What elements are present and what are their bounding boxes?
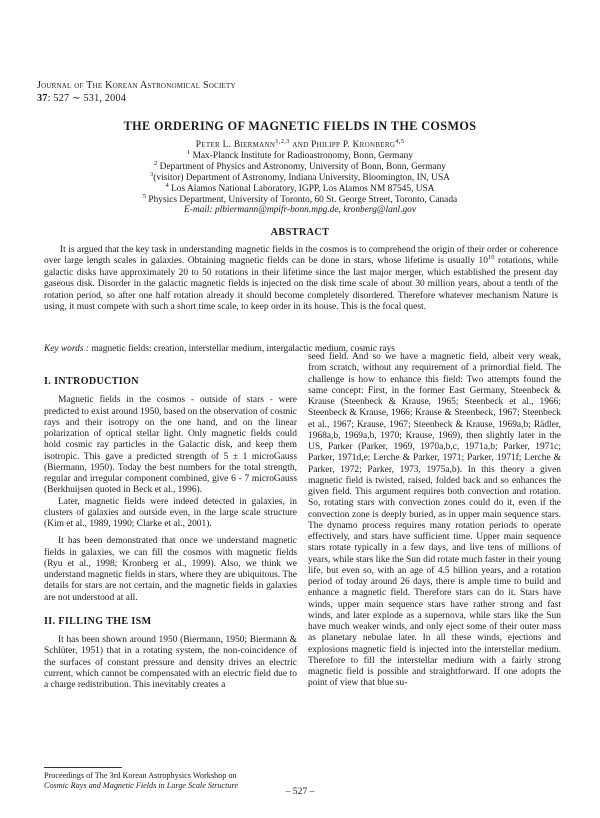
author-2-affil: 4,5 <box>395 137 405 145</box>
section-heading-filling-ism: II. FILLING THE ISM <box>44 615 152 627</box>
section-heading-introduction: I. INTRODUCTION <box>44 376 139 387</box>
right-column <box>308 352 561 690</box>
author-1: Peter L. Biermann <box>195 140 276 150</box>
author-block <box>0 137 600 216</box>
abstract-exponent: 10 <box>487 254 495 262</box>
affiliation-mark: 3 <box>150 170 154 178</box>
abstract-text-part2: rotations, while galactic disks have approximately 20 to 50 rotations in their lifetime since the last major merger, which established the present day gaseous disk. Disorder in the galactic magnetic fields is injected on the disk time scale of about 30 million years, about a tenth of the rotation period, so after one half rotation already it should become completely disordered. Therefore whatever mechanism Nature is using, it must compete with such a short time scale, to keep order in its house. This is the focal quest. <box>44 256 559 313</box>
affiliation-mark: 4 <box>165 181 169 189</box>
paper-title: THE ORDERING OF MAGNETIC FIELDS IN THE COSMOS <box>123 119 477 133</box>
paragraph: Later, magnetic fields were indeed detected in galaxies, in clusters of galaxies and outside even, in the large scale structure (Kim et al., 1989, 1990; Clarke et al., 2001). <box>44 496 297 529</box>
affiliation-mark: 1 <box>186 148 191 156</box>
affiliation-text: (visitor) Department of Astronomy, Indiana University, Bloomington, IN, USA <box>153 172 450 183</box>
author-1-affil: 1,2,3 <box>275 137 290 145</box>
journal-citation <box>37 93 236 106</box>
author-email[interactable]: E-mail: plbiermann@mpifr-bonn.mpg.de, kronberg@lanl.gov <box>184 205 416 216</box>
affiliation-4 <box>0 181 600 195</box>
keywords-text: magnetic fields: creation, interstellar medium, intergalactic medium, cosmic rays <box>88 344 395 354</box>
affiliation-text: Los Alamos National Laboratory, IGPP, Los Alamos NM 87545, USA <box>168 183 435 194</box>
abstract-heading: ABSTRACT <box>270 227 330 238</box>
author-names <box>0 137 600 151</box>
paragraph: It has been demonstrated that once we understand magnetic fields in galaxies, we can fill the cosmos with magnetic fields (Ryu et al., 1998; Kronberg et al., 1999). Also, we think we understand magnetic fields in stars, where they are ubiquitous. The details for stars are not certain, and the magnetic fields in galaxies are not understood at all. <box>44 536 297 603</box>
affiliation-text: Department of Physics and Astronomy, University of Bonn, Bonn, Germany <box>157 161 446 172</box>
journal-volume: 37 <box>37 92 48 104</box>
left-column <box>44 376 297 691</box>
affiliation-1 <box>0 148 600 162</box>
affiliation-5 <box>0 192 600 206</box>
affiliation-text: Physics Department, University of Toronto, 60 St. George Street, Toronto, Canada <box>146 194 458 205</box>
abstract-text-part1: It is argued that the key task in understanding magnetic fields in the cosmos is to comprehend the origin of their order or coherence over large length scales in galaxies. Obtaining magnetic fields can be done in stars, whose lifetime is usually 10 <box>44 245 558 267</box>
abstract-body <box>44 245 558 313</box>
paragraph: Magnetic fields in the cosmos - outside of stars - were predicted to exist around 1950, based on the observation of cosmic rays and their isotropy on the one hand, and on the linear polarization of optical stellar light. Only magnetic fields could hold cosmic ray particles in the Galactic disk, and keep them isotropic. This gave a predicted strength of 5 ± 1 microGauss (Biermann, 1950). Today the best numbers for the total strength, regular and irregular component combined, give 6 - 7 microGauss (Berkhuijsen quoted in Beck et al., 1996). <box>44 395 297 496</box>
page-number: – 527 – <box>285 786 315 797</box>
affiliation-mark: 5 <box>142 192 147 200</box>
journal-name: Journal of The Korean Astronomical Society <box>37 80 236 91</box>
journal-pages: : 527 ∼ 531, 2004 <box>47 92 127 104</box>
affiliation-mark: 2 <box>154 159 158 167</box>
footnote-line-2: Cosmic Rays and Magnetic Fields in Large Scale Structure <box>44 780 239 790</box>
paragraph: It has been shown around 1950 (Biermann, 1950; Biermann & Schlüter, 1951) that in a rotating system, the non-coincidence of the surfaces of constant pressure and density drives an electric current, which cannot be compensated with an electric field due to a charge redistribution. This inevitably creates a <box>44 635 297 690</box>
journal-header <box>37 80 236 105</box>
author-conjunction: and <box>289 140 312 150</box>
affiliation-3 <box>0 170 600 184</box>
paragraph: seed field. And so we have a magnetic field, albeit very weak, from scratch, without any requirement of a primordial field. The challenge is how to enhance this field: Two attempts found the same concept: First, in the former East Germany, Steenbeck & Krause (Steenbeck & Krause, 1965; Steenbeck et al., 1966; Steenbeck & Krause, 1966; Krause & Steenbeck, 1967; Steenbeck et al., 1967; Krause, 1967; Steenbeck & Krause, 1969a,b; Rädler, 1968a,b, 1969a,b, 1970; Krause, 1969), then slightly later in the US, Parker (Parker, 1969, 1970a,b,c, 1971a,b; Parker, 1971c; Parker, 1971d,e; Lerche & Parker, 1971; Parker, 1971f; Lerche & Parker, 1972; Parker, 1973, 1975a,b). In this theory a given magnetic field is twisted, raised, folded back and so enhances the given field. This argument requires both convection and rotation. So, rotating stars with convection zones could do it, even if the convection zone is deeply buried, as in upper main sequence stars. The dynamo process requires many rotation periods to operate effectively, and stars have sufficient time. Upper main sequence stars rotate typically in a few days, and live tens of millions of years, while stars like the Sun did rotate much faster in their young life, but even so, with an age of 4.5 billion years, and a rotation period of today around 26 days, there is ample time to build and enhance a magnetic field. Therefore stars can do it. Stars have winds, upper main sequence stars have rather strong and fast winds, and later explode as a supernova, while stars like the Sun have much weaker winds, and only eject some of their outer mass as planetary nebulae later. In all these winds, ejections and explosions magnetic field is injected into the interstellar medium. Therefore to fill the interstellar medium with a fairly strong magnetic field is possible and straightforward. If one adopts the point of view that blue su- <box>308 352 561 689</box>
keywords-label: Key words : <box>44 344 89 354</box>
author-2: Philipp P. Kronberg <box>311 140 396 150</box>
footnote-rule <box>44 767 122 768</box>
footnote-line-1: Proceedings of The 3rd Korean Astrophysics Workshop on <box>44 771 237 780</box>
affiliation-text: Max-Planck Institute for Radioastronomy, Bonn, Germany <box>190 150 414 161</box>
affiliation-2 <box>0 159 600 173</box>
